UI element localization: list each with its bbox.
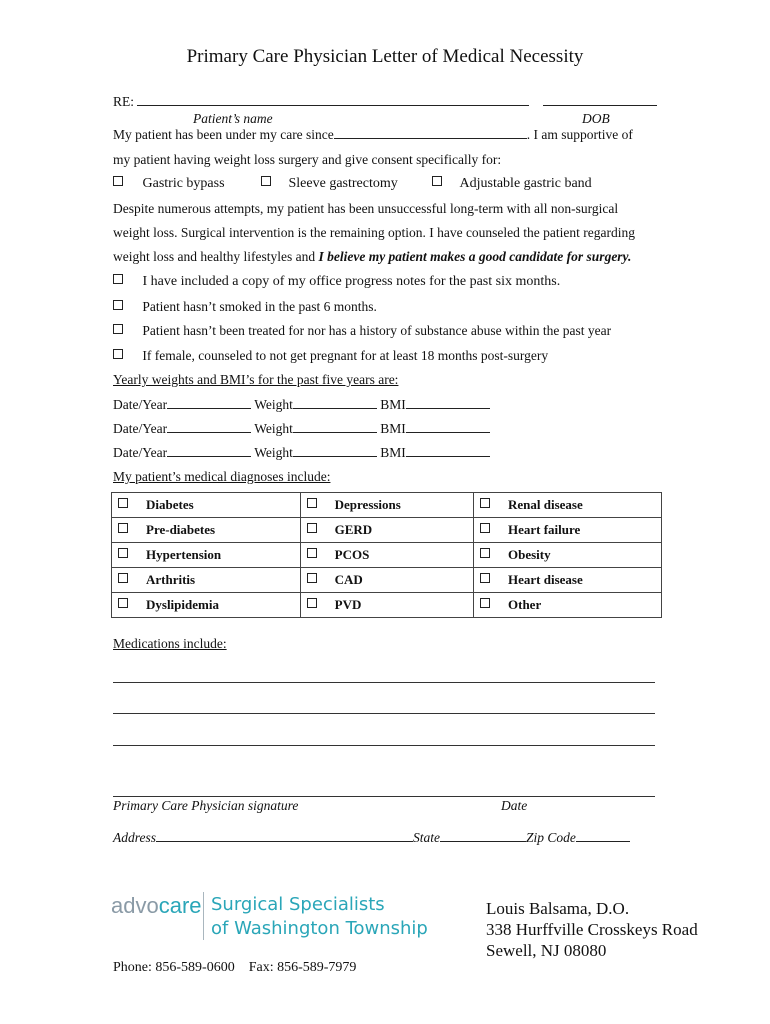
diagnosis-pre-diabetes[interactable]: Pre-diabetes — [112, 518, 301, 543]
table-row — [112, 518, 662, 543]
medications-line-3[interactable] — [113, 745, 655, 746]
checkbox[interactable] — [307, 598, 317, 608]
checkbox[interactable] — [480, 598, 490, 608]
check-no-substance-abuse[interactable]: Patient hasn’t been treated for nor has a history of substance abuse within the past year — [113, 323, 611, 339]
diagnosis-gerd[interactable]: GERD — [300, 518, 473, 543]
weight-field[interactable] — [293, 445, 377, 457]
weight-field[interactable] — [293, 421, 377, 433]
paragraph-line-3: weight loss and healthy lifestyles and I believe my patient makes a good candidate for surgery. — [113, 249, 632, 264]
checkbox[interactable] — [480, 498, 490, 508]
weights-row: Date/Year Weight BMI — [113, 397, 490, 413]
checkbox[interactable] — [118, 548, 128, 558]
diagnosis-cad[interactable]: CAD — [300, 568, 473, 593]
medications-line-1[interactable] — [113, 682, 655, 683]
zip-code-field[interactable] — [576, 830, 630, 842]
diagnosis-diabetes[interactable]: Diabetes — [112, 493, 301, 518]
patient-name-label: Patient’s name — [193, 111, 273, 126]
checkbox[interactable] — [307, 573, 317, 583]
page-title: Primary Care Physician Letter of Medical Necessity — [186, 46, 584, 67]
doctor-address — [486, 898, 698, 961]
checkbox[interactable] — [307, 523, 317, 533]
diagnoses-heading: My patient’s medical diagnoses include: — [113, 469, 331, 484]
diagnosis-obesity[interactable]: Obesity — [474, 543, 662, 568]
bmi-field[interactable] — [406, 445, 490, 457]
consent-text: my patient having weight loss surgery and give consent specifically for: — [113, 152, 502, 167]
contact-info: Phone: 856-589-0600 Fax: 856-589-7979 — [113, 960, 357, 975]
paragraph-line-2: weight loss. Surgical intervention is the remaining option. I have counseled the patient regarding — [113, 225, 635, 240]
emphasis-text: I believe my patient makes a good candidate for surgery. — [318, 249, 632, 264]
check-progress-notes[interactable]: I have included a copy of my office progress notes for the past six months. — [113, 274, 560, 290]
weights-row: Date/Year Weight BMI — [113, 445, 490, 461]
checkbox[interactable] — [307, 548, 317, 558]
re-label: RE: — [113, 94, 135, 109]
doctor-name: Louis Balsama, D.O. — [486, 899, 630, 918]
patient-name-field[interactable] — [137, 94, 529, 106]
checkbox[interactable] — [113, 176, 123, 186]
care-since-line — [113, 127, 633, 143]
checkbox[interactable] — [118, 498, 128, 508]
medications-heading: Medications include: — [113, 636, 227, 651]
weights-row: Date/Year Weight BMI — [113, 421, 490, 437]
diagnosis-renal-disease[interactable]: Renal disease — [474, 493, 662, 518]
doctor-city: Sewell, NJ 08080 — [486, 941, 607, 960]
bmi-field[interactable] — [406, 421, 490, 433]
re-line — [113, 94, 657, 110]
address-field[interactable] — [156, 830, 413, 842]
diagnosis-other[interactable]: Other — [474, 593, 662, 618]
weights-heading: Yearly weights and BMI’s for the past five years are: — [113, 372, 399, 387]
procedure-sleeve-gastrectomy[interactable]: Sleeve gastrectomy — [261, 176, 398, 192]
checkbox[interactable] — [480, 523, 490, 533]
advocare-logo: advocare — [111, 893, 202, 918]
table-row — [112, 593, 662, 618]
care-since-prefix: My patient has been under my care since — [113, 127, 334, 142]
checkbox[interactable] — [113, 324, 123, 334]
checkbox[interactable] — [113, 349, 123, 359]
date-year-field[interactable] — [167, 445, 251, 457]
check-pregnancy-counseling[interactable]: If female, counseled to not get pregnant for at least 18 months post-surgery — [113, 348, 548, 364]
diagnosis-hypertension[interactable]: Hypertension — [112, 543, 301, 568]
weight-field[interactable] — [293, 397, 377, 409]
checkbox[interactable] — [480, 548, 490, 558]
care-since-suffix: . I am supportive of — [526, 127, 633, 142]
check-no-smoking[interactable]: Patient hasn’t smoked in the past 6 months. — [113, 299, 377, 315]
diagnoses-table — [111, 492, 662, 618]
checkbox[interactable] — [113, 274, 123, 284]
dob-field[interactable] — [543, 94, 657, 106]
diagnosis-heart-disease[interactable]: Heart disease — [474, 568, 662, 593]
table-row — [112, 543, 662, 568]
checkbox[interactable] — [261, 176, 271, 186]
checkbox[interactable] — [118, 598, 128, 608]
date-year-field[interactable] — [167, 421, 251, 433]
care-since-field[interactable] — [334, 127, 527, 139]
diagnosis-pvd[interactable]: PVD — [300, 593, 473, 618]
procedure-adjustable-gastric-band[interactable]: Adjustable gastric band — [432, 176, 592, 192]
signature-label: Primary Care Physician signature — [113, 798, 299, 813]
logo-divider — [203, 892, 204, 940]
diagnosis-arthritis[interactable]: Arthritis — [112, 568, 301, 593]
date-label: Date — [501, 798, 528, 813]
checkbox[interactable] — [113, 300, 123, 310]
practice-name: Surgical Specialists of Washington Township — [211, 894, 428, 939]
dob-label: DOB — [582, 111, 610, 126]
table-row — [112, 568, 662, 593]
table-row — [112, 493, 662, 518]
diagnosis-dyslipidemia[interactable]: Dyslipidemia — [112, 593, 301, 618]
checkbox[interactable] — [432, 176, 442, 186]
procedure-gastric-bypass[interactable]: Gastric bypass — [113, 176, 225, 192]
diagnosis-depressions[interactable]: Depressions — [300, 493, 473, 518]
date-year-field[interactable] — [167, 397, 251, 409]
checkbox[interactable] — [307, 498, 317, 508]
checkbox[interactable] — [118, 523, 128, 533]
signature-line[interactable] — [113, 796, 655, 797]
doctor-street: 338 Hurffville Crosskeys Road — [486, 920, 698, 939]
address-line: Address State Zip Code — [113, 830, 630, 846]
paragraph-line-1: Despite numerous attempts, my patient has been unsuccessful long-term with all non-surgical — [113, 201, 619, 216]
state-field[interactable] — [440, 830, 526, 842]
diagnosis-pcos[interactable]: PCOS — [300, 543, 473, 568]
bmi-field[interactable] — [406, 397, 490, 409]
diagnosis-heart-failure[interactable]: Heart failure — [474, 518, 662, 543]
checkbox[interactable] — [118, 573, 128, 583]
checkbox[interactable] — [480, 573, 490, 583]
medications-line-2[interactable] — [113, 713, 655, 714]
